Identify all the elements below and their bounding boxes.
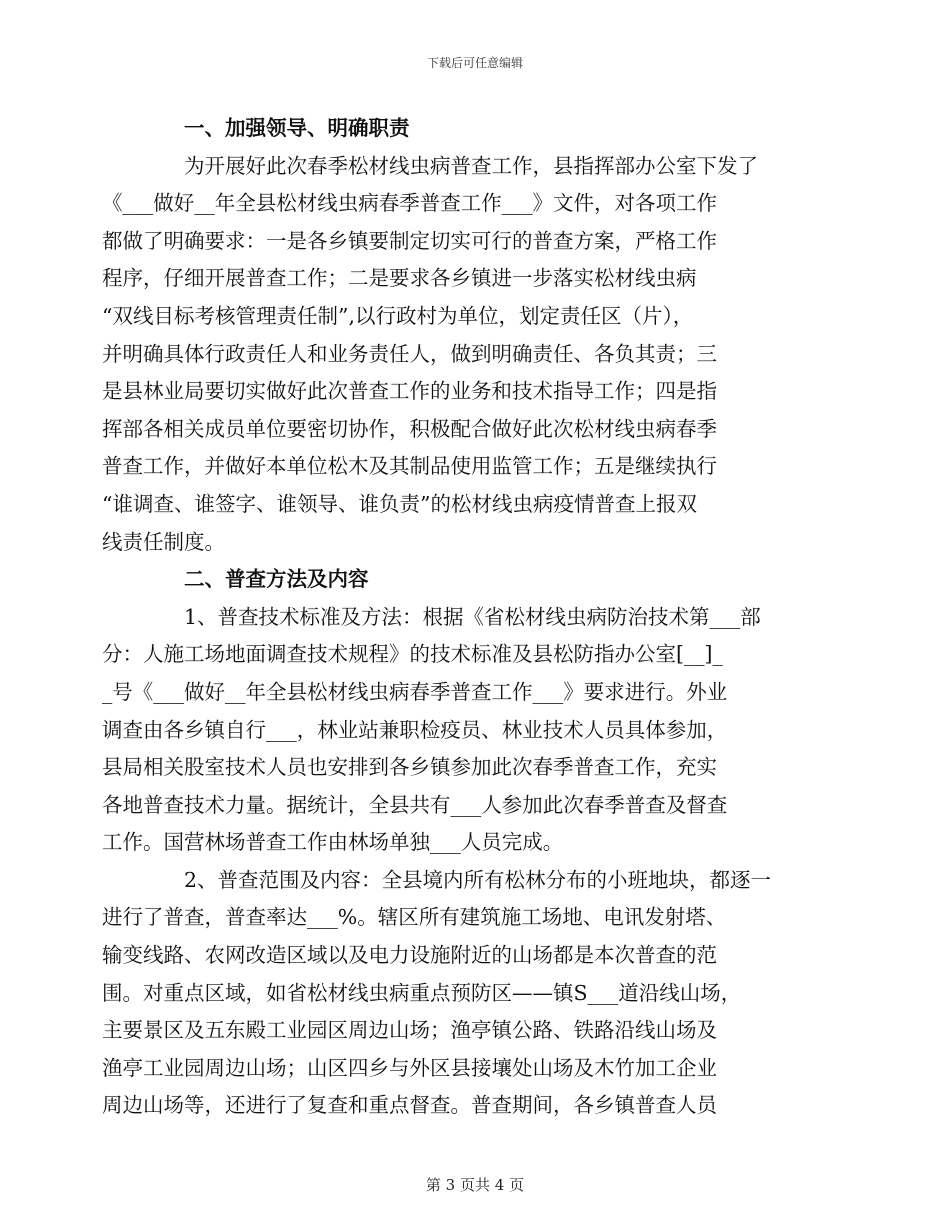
text-line: 并明确具体行政责任人和业务责任人，做到明确责任、各负其责；三 <box>102 341 717 366</box>
section-heading-1: 一、加强领导、明确职责 <box>184 116 410 140</box>
text-line: 程序，仔细开展普查工作；二是要求各乡镇进一步落实松材线虫病 <box>102 266 697 291</box>
text-line: _号《___做好__年全县松材线虫病春季普查工作___》要求进行。外业 <box>102 679 728 704</box>
text-line: 工作。国营林场普查工作由林场单独___人员完成。 <box>102 830 564 855</box>
text-line: 线责任制度。 <box>102 529 225 554</box>
text-line: 挥部各相关成员单位要密切协作，积极配合做好此次松材线虫病春季 <box>102 416 717 441</box>
page-number-footer: 第 3 页共 4 页 <box>425 1176 525 1194</box>
text-line: 周边山场等，还进行了复查和重点督查。普查期间，各乡镇普查人员 <box>102 1093 717 1118</box>
text-line: “谁调查、谁签字、谁领导、谁负责”的松材线虫病疫情普查上报双 <box>102 491 697 516</box>
text-line: 输变线路、农网改造区域以及电力设施附近的山场都是本次普查的范 <box>102 943 717 968</box>
text-line: 普查工作，并做好本单位松木及其制品使用监管工作；五是继续执行 <box>102 454 717 479</box>
section-heading-2: 二、普查方法及内容 <box>184 567 369 592</box>
text-line: 县局相关股室技术人员也安排到各乡镇参加此次春季普查工作，充实 <box>102 755 717 780</box>
page-header-note: 下载后可任意编辑 <box>426 56 523 70</box>
text-line: 为开展好此次春季松材线虫病普查工作，县指挥部办公室下发了 <box>184 153 758 178</box>
document-body <box>102 110 807 1125</box>
paragraph-scope <box>102 862 807 1125</box>
text-line: 分：人施工场地面调查技术规程》的技术标准及县松防指办公室[__]_ <box>102 642 723 667</box>
paragraph-leadership <box>102 148 807 562</box>
text-line: 各地普查技术力量。据统计，全县共有___人参加此次春季普查及督查 <box>102 792 728 817</box>
text-line: 《___做好__年全县松材线虫病春季普查工作___》文件，对各项工作 <box>102 191 717 216</box>
text-line: 调查由各乡镇自行___，林业站兼职检疫员、林业技术人员具体参加， <box>102 717 728 742</box>
text-line: 围。对重点区域，如省松材线虫病重点预防区——镇S___道沿线山场， <box>102 980 742 1005</box>
text-line: “双线目标考核管理责任制”,以行政村为单位，划定责任区（片）， <box>102 303 694 328</box>
text-line: 是县林业局要切实做好此次普查工作的业务和技术指导工作；四是指 <box>102 379 717 404</box>
text-line: 都做了明确要求：一是各乡镇要制定切实可行的普查方案，严格工作 <box>102 228 717 253</box>
text-line: 2、普查范围及内容：全县境内所有松林分布的小班地块，都逐一 <box>184 867 772 892</box>
text-line: 进行了普查，普查率达___%。辖区所有建筑施工场地、电讯发射塔、 <box>102 905 727 930</box>
text-line: 渔亭工业园周边山场；山区四乡与外区县接壤处山场及木竹加工企业 <box>102 1055 717 1080</box>
paragraph-methods <box>102 599 807 862</box>
text-line: 1、普查技术标准及方法：根据《省松材线虫病防治技术第___部 <box>184 604 761 629</box>
text-line: 主要景区及五东殿工业园区周边山场；渔亭镇公路、铁路沿线山场及 <box>102 1018 717 1043</box>
